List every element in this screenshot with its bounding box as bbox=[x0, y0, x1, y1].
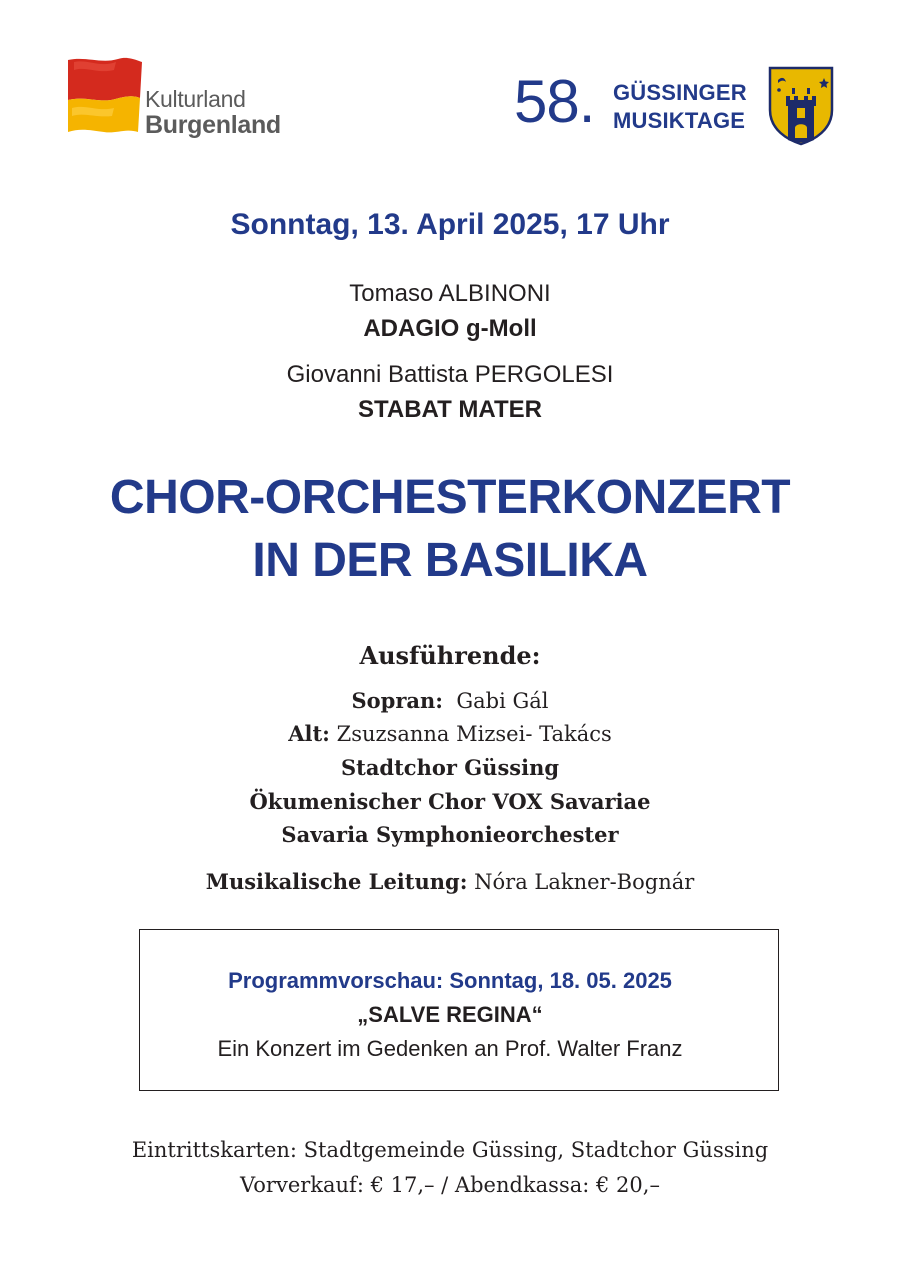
festival-name-line1: GÜSSINGER bbox=[613, 80, 747, 105]
preview-subtitle: Ein Konzert im Gedenken an Prof. Walter Franz bbox=[217, 1036, 683, 1061]
soprano-name: Gabi Gál bbox=[456, 689, 549, 713]
alto-line bbox=[0, 721, 900, 746]
kulturland-burgenland-logo bbox=[66, 56, 306, 146]
work-stabat-mater: STABAT MATER bbox=[358, 396, 542, 423]
work-adagio: ADAGIO g-Moll bbox=[363, 315, 537, 342]
soprano-line bbox=[0, 688, 900, 713]
conductor-label: Musikalische Leitung: bbox=[205, 869, 468, 894]
guessinger-musiktage-logo bbox=[514, 66, 834, 150]
price-info: Vorverkauf: € 17,– / Abendkassa: € 20,– bbox=[240, 1173, 660, 1197]
ensemble-stadtchor: Stadtchor Güssing bbox=[340, 755, 560, 780]
alto-name: Zsuzsanna Mizsei- Takács bbox=[336, 722, 612, 746]
concert-title-line2: IN DER BASILIKA bbox=[252, 534, 648, 587]
burgenland-flag-icon bbox=[66, 56, 142, 136]
conductor-name: Nóra Lakner-Bognár bbox=[474, 870, 695, 894]
concert-title-line1: CHOR-ORCHESTERKONZERT bbox=[109, 471, 791, 524]
preview-heading: Programmvorschau: Sonntag, 18. 05. 2025 bbox=[228, 968, 672, 993]
composer-pergolesi: Giovanni Battista PERGOLESI bbox=[286, 361, 614, 388]
ensemble-symphonieorchester: Savaria Symphonieorchester bbox=[281, 822, 619, 847]
ticket-info: Eintrittskarten: Stadtgemeinde Güssing, Stadtchor Güssing bbox=[131, 1138, 769, 1162]
performers-heading: Ausführende: bbox=[359, 641, 541, 670]
alto-label: Alt: bbox=[288, 721, 330, 746]
composer-albinoni: Tomaso ALBINONI bbox=[349, 280, 551, 307]
logo-line-kulturland: Kulturland bbox=[145, 86, 246, 112]
ensemble-vox-savariae: Ökumenischer Chor VOX Savariae bbox=[249, 789, 651, 814]
preview-title: „SALVE REGINA“ bbox=[357, 1002, 543, 1027]
event-date: Sonntag, 13. April 2025, 17 Uhr bbox=[230, 208, 670, 241]
edition-number: 58. bbox=[514, 68, 595, 135]
guessing-coat-of-arms-icon bbox=[768, 66, 834, 146]
soprano-label: Sopran: bbox=[351, 688, 444, 713]
festival-name-line2: MUSIKTAGE bbox=[613, 108, 746, 133]
logo-line-burgenland: Burgenland bbox=[145, 111, 281, 139]
conductor-line bbox=[0, 869, 900, 894]
